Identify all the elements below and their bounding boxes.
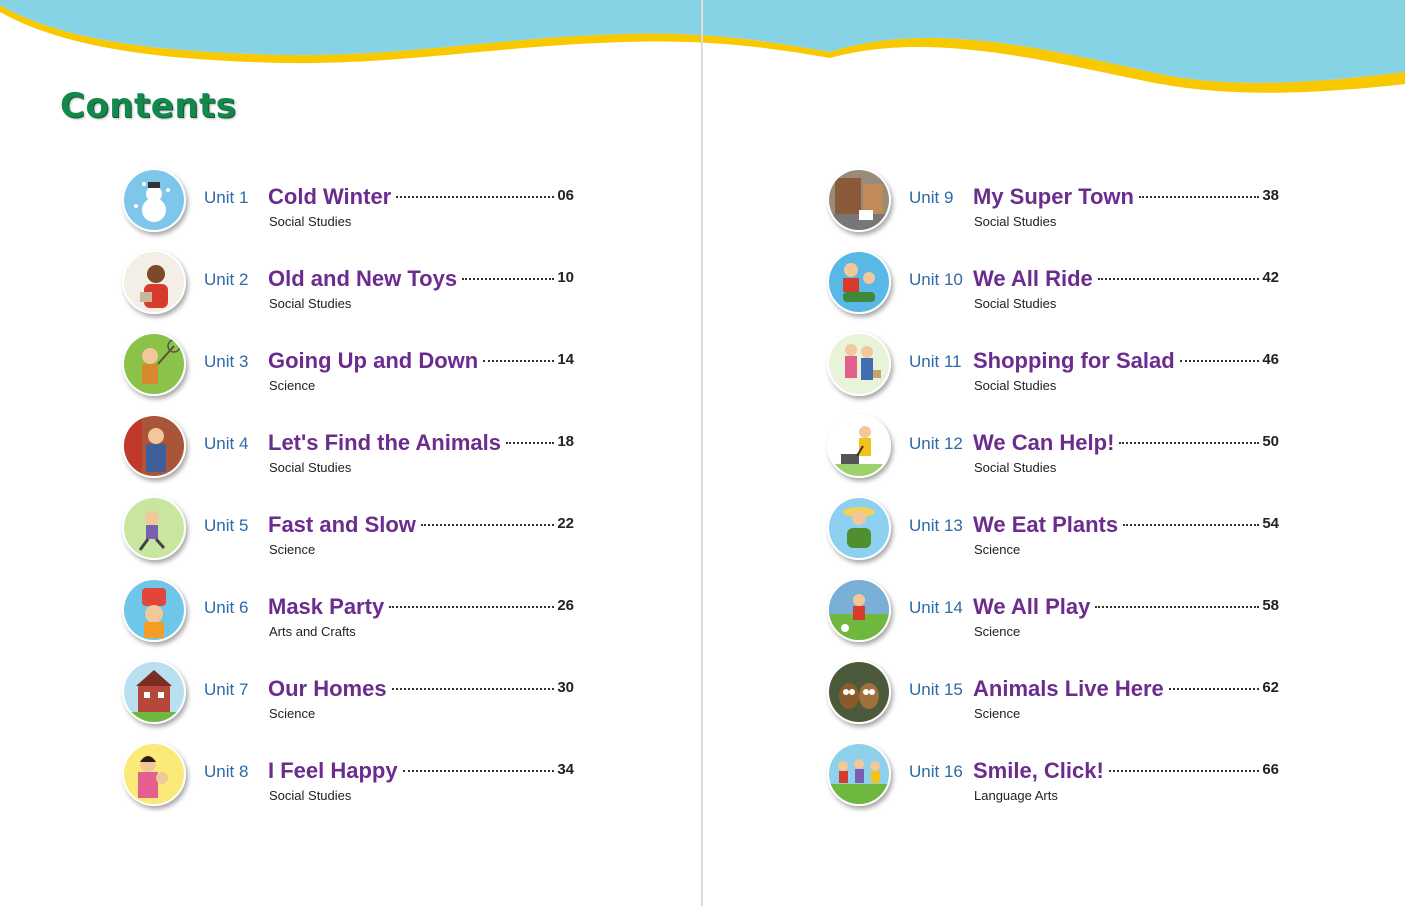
unit-subject: Social Studies (974, 460, 1057, 475)
page-title: Contents (60, 86, 237, 126)
unit-number-label: Unit 4 (204, 434, 249, 453)
dot-leader (1109, 770, 1259, 772)
toc-entry[interactable] (825, 250, 1285, 332)
toc-entry[interactable] (120, 168, 580, 250)
unit-thumbnail-image (827, 742, 891, 806)
unit-number-label: Unit 3 (204, 352, 249, 371)
unit-thumbnail-image (827, 660, 891, 724)
unit-thumbnail-image (122, 332, 186, 396)
unit-thumbnail-image (827, 250, 891, 314)
unit-thumbnail-image (827, 414, 891, 478)
dot-leader (403, 770, 555, 772)
unit-subject: Social Studies (269, 214, 352, 229)
unit-number-label: Unit 10 (909, 270, 963, 289)
dot-leader (1169, 688, 1260, 690)
unit-title-line (973, 594, 1279, 620)
unit-title-line (973, 184, 1279, 210)
page-number: 58 (1262, 597, 1279, 614)
toc-entry[interactable] (825, 660, 1285, 742)
dot-leader (1139, 196, 1259, 198)
unit-title[interactable]: Going Up and Down (268, 348, 479, 373)
page-number: 66 (1262, 761, 1279, 778)
unit-subject: Science (974, 624, 1021, 639)
unit-title-line (973, 512, 1279, 538)
toc-entry[interactable] (825, 496, 1285, 578)
toc-entry[interactable] (825, 742, 1285, 824)
unit-thumbnail-image (827, 578, 891, 642)
unit-title-line (973, 348, 1279, 374)
toc-column-left (120, 168, 580, 824)
unit-number-label: Unit 11 (909, 352, 962, 371)
toc-entry[interactable] (120, 660, 580, 742)
unit-subject: Language Arts (974, 788, 1058, 803)
page-number: 14 (557, 351, 574, 368)
toc-entry[interactable] (120, 578, 580, 660)
unit-title[interactable]: Fast and Slow (268, 512, 416, 537)
unit-subject: Social Studies (974, 378, 1057, 393)
toc-entry[interactable] (825, 168, 1285, 250)
unit-subject: Science (974, 542, 1021, 557)
unit-number-label: Unit 2 (204, 270, 249, 289)
dot-leader (1180, 360, 1260, 362)
unit-number-label: Unit 9 (909, 188, 954, 207)
unit-title[interactable]: Mask Party (268, 594, 385, 619)
unit-title-line (268, 594, 574, 620)
unit-number-label: Unit 1 (204, 188, 249, 207)
unit-thumbnail-image (122, 414, 186, 478)
page-spine-divider (701, 0, 703, 906)
unit-thumbnail-image (122, 250, 186, 314)
unit-number-label: Unit 14 (909, 598, 963, 617)
unit-subject: Social Studies (269, 296, 352, 311)
unit-title[interactable]: My Super Town (973, 184, 1134, 209)
unit-title[interactable]: Shopping for Salad (973, 348, 1175, 373)
toc-entry[interactable] (120, 250, 580, 332)
dot-leader (1095, 606, 1259, 608)
unit-number-label: Unit 5 (204, 516, 249, 535)
unit-number-label: Unit 13 (909, 516, 963, 535)
toc-entry[interactable] (120, 742, 580, 824)
unit-number-label: Unit 12 (909, 434, 963, 453)
unit-thumbnail-image (122, 742, 186, 806)
toc-column-right (825, 168, 1285, 824)
unit-subject: Science (269, 378, 316, 393)
unit-subject: Science (974, 706, 1021, 721)
page-number: 46 (1262, 351, 1279, 368)
unit-title-line (973, 758, 1279, 784)
toc-entry[interactable] (825, 578, 1285, 660)
page-number: 30 (557, 679, 574, 696)
dot-leader (462, 278, 554, 280)
unit-number-label: Unit 6 (204, 598, 249, 617)
unit-thumbnail-image (122, 578, 186, 642)
page-number: 26 (557, 597, 574, 614)
unit-number-label: Unit 16 (909, 762, 963, 781)
dot-leader (483, 360, 554, 362)
unit-title-line (268, 676, 574, 702)
dot-leader (396, 196, 554, 198)
unit-title[interactable]: We All Ride (973, 266, 1093, 291)
unit-number-label: Unit 8 (204, 762, 249, 781)
unit-subject: Social Studies (269, 460, 352, 475)
page-number: 06 (557, 187, 574, 204)
dot-leader (1098, 278, 1260, 280)
page-number: 50 (1262, 433, 1279, 450)
unit-title[interactable]: I Feel Happy (268, 758, 398, 783)
unit-title[interactable]: Our Homes (268, 676, 387, 701)
unit-title-line (268, 512, 574, 538)
unit-number-label: Unit 7 (204, 680, 249, 699)
dot-leader (1119, 442, 1259, 444)
unit-title-line (268, 184, 574, 210)
dot-leader (389, 606, 554, 608)
unit-thumbnail-image (122, 660, 186, 724)
unit-subject: Science (269, 542, 316, 557)
unit-title-line (268, 266, 574, 292)
page-number: 62 (1262, 679, 1279, 696)
unit-title-line (268, 430, 574, 456)
unit-title[interactable]: Let's Find the Animals (268, 430, 501, 455)
unit-subject: Science (269, 706, 316, 721)
unit-number-label: Unit 15 (909, 680, 963, 699)
unit-title[interactable]: Smile, Click! (973, 758, 1104, 783)
dot-leader (392, 688, 555, 690)
dot-leader (1123, 524, 1259, 526)
unit-subject: Arts and Crafts (269, 624, 356, 639)
unit-title-line (973, 430, 1279, 456)
unit-title[interactable]: Cold Winter (268, 184, 392, 209)
unit-thumbnail-image (122, 496, 186, 560)
unit-thumbnail-image (827, 332, 891, 396)
unit-title[interactable]: We Eat Plants (973, 512, 1119, 537)
unit-subject: Social Studies (269, 788, 352, 803)
page-number: 18 (557, 433, 574, 450)
dot-leader (421, 524, 554, 526)
unit-title-line (973, 266, 1279, 292)
unit-title-line (973, 676, 1279, 702)
toc-entry[interactable] (120, 332, 580, 414)
unit-thumbnail-image (827, 496, 891, 560)
toc-entry[interactable] (825, 332, 1285, 414)
unit-subject: Social Studies (974, 296, 1057, 311)
page-number: 22 (557, 515, 574, 532)
page-number: 42 (1262, 269, 1279, 286)
unit-subject: Social Studies (974, 214, 1057, 229)
page-number: 38 (1262, 187, 1279, 204)
page-number: 10 (557, 269, 574, 286)
unit-title[interactable]: We All Play (973, 594, 1091, 619)
unit-title[interactable]: Old and New Toys (268, 266, 458, 291)
unit-title-line (268, 348, 574, 374)
toc-entry[interactable] (120, 496, 580, 578)
unit-thumbnail-image (827, 168, 891, 232)
unit-title[interactable]: We Can Help! (973, 430, 1115, 455)
unit-thumbnail-image (122, 168, 186, 232)
page-number: 54 (1262, 515, 1279, 532)
toc-entry[interactable] (825, 414, 1285, 496)
page-number: 34 (557, 761, 574, 778)
toc-entry[interactable] (120, 414, 580, 496)
unit-title[interactable]: Animals Live Here (973, 676, 1164, 701)
dot-leader (506, 442, 554, 444)
unit-title-line (268, 758, 574, 784)
